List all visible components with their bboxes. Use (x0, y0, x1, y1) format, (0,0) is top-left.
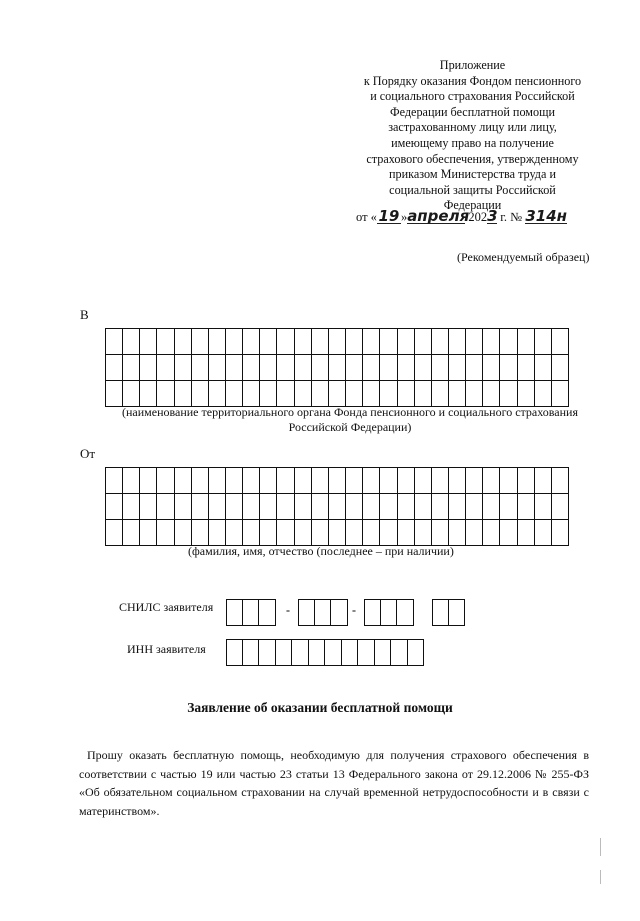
letter-cell[interactable] (483, 381, 500, 407)
letter-cell[interactable] (466, 381, 483, 407)
letter-cell[interactable] (535, 329, 552, 355)
letter-cell[interactable] (449, 329, 466, 355)
statement-text: Прошу оказать бесплатную помощь, необходимую для получения страхового обеспечения в соответствии с частью 19 или частью 23 статьи 13 Федерального закона от 29.12.2006 № 255-ФЗ «Об обязательном социальном страховании на случай временной нетрудоспособности и в связи с материнством». (79, 748, 589, 818)
letter-cell[interactable] (432, 520, 449, 546)
inn-boxes[interactable] (226, 639, 424, 666)
applicant-name-grid[interactable] (105, 467, 569, 546)
appendix-line: Федерации (443, 198, 502, 213)
letter-cell[interactable] (363, 468, 380, 494)
letter-cell[interactable] (415, 468, 432, 494)
letter-cell[interactable] (432, 329, 449, 355)
letter-cell[interactable] (106, 381, 123, 407)
letter-cell[interactable] (123, 381, 140, 407)
letter-cell[interactable] (226, 329, 243, 355)
inn-digit-box[interactable] (358, 639, 375, 666)
letter-cell[interactable] (466, 468, 483, 494)
letter-cell[interactable] (483, 520, 500, 546)
letter-cell[interactable] (157, 355, 174, 381)
letter-cell[interactable] (295, 355, 312, 381)
snils-digit-box[interactable] (331, 599, 348, 626)
letter-cell[interactable] (192, 355, 209, 381)
inn-digit-box[interactable] (259, 639, 276, 666)
letter-cell[interactable] (398, 468, 415, 494)
date-prefix: от « (356, 210, 377, 224)
letter-cell[interactable] (380, 520, 397, 546)
letter-cell[interactable] (140, 355, 157, 381)
letter-cell[interactable] (500, 520, 517, 546)
letter-cell[interactable] (432, 494, 449, 520)
letter-cell[interactable] (175, 520, 192, 546)
letter-cell[interactable] (277, 494, 294, 520)
letter-cell[interactable] (175, 494, 192, 520)
letter-cell[interactable] (192, 494, 209, 520)
letter-cell[interactable] (329, 381, 346, 407)
letter-cell[interactable] (449, 494, 466, 520)
letter-cell[interactable] (106, 494, 123, 520)
letter-cell[interactable] (500, 468, 517, 494)
letter-cell[interactable] (123, 494, 140, 520)
letter-cell[interactable] (398, 381, 415, 407)
letter-cell[interactable] (500, 381, 517, 407)
organ-name-grid[interactable] (105, 328, 569, 407)
letter-cell[interactable] (226, 381, 243, 407)
letter-cell[interactable] (260, 381, 277, 407)
letter-cell[interactable] (312, 329, 329, 355)
letter-cell[interactable] (192, 329, 209, 355)
appendix-line: приказом Министерства труда и (389, 167, 556, 182)
letter-cell[interactable] (535, 494, 552, 520)
letter-cell[interactable] (483, 329, 500, 355)
letter-cell[interactable] (157, 520, 174, 546)
letter-cell[interactable] (363, 381, 380, 407)
scan-artifact (600, 838, 601, 856)
letter-cell[interactable] (380, 468, 397, 494)
letter-cell[interactable] (535, 520, 552, 546)
letter-cell[interactable] (518, 494, 535, 520)
letter-cell[interactable] (260, 494, 277, 520)
letter-cell[interactable] (380, 329, 397, 355)
recommended-sample-note: (Рекомендуемый образец) (457, 250, 590, 264)
letter-cell[interactable] (432, 381, 449, 407)
letter-cell[interactable] (483, 494, 500, 520)
letter-cell[interactable] (312, 494, 329, 520)
letter-cell[interactable] (175, 468, 192, 494)
statement-body (79, 746, 589, 820)
snils-digit-box[interactable] (315, 599, 332, 626)
letter-cell[interactable] (192, 381, 209, 407)
letter-cell[interactable] (415, 494, 432, 520)
applicant-name-caption: (фамилия, имя, отчество (последнее – при наличии) (188, 544, 454, 558)
inn-digit-box[interactable] (375, 639, 392, 666)
letter-cell[interactable] (123, 468, 140, 494)
letter-cell[interactable] (226, 468, 243, 494)
snils-separator: - (352, 603, 356, 617)
letter-cell[interactable] (312, 520, 329, 546)
letter-cell[interactable] (518, 355, 535, 381)
letter-cell[interactable] (552, 468, 569, 494)
order-date-line (356, 209, 596, 225)
letter-cell[interactable] (295, 468, 312, 494)
inn-digit-box[interactable] (309, 639, 326, 666)
letter-cell[interactable] (175, 329, 192, 355)
letter-cell[interactable] (226, 355, 243, 381)
letter-cell[interactable] (123, 520, 140, 546)
letter-cell[interactable] (243, 520, 260, 546)
letter-cell[interactable] (346, 520, 363, 546)
letter-cell[interactable] (346, 468, 363, 494)
letter-cell[interactable] (398, 329, 415, 355)
appendix-line: социальной защиты Российской (389, 182, 556, 197)
inn-digit-box[interactable] (408, 639, 425, 666)
letter-cell[interactable] (518, 329, 535, 355)
appendix-header (330, 58, 615, 214)
letter-cell[interactable] (260, 355, 277, 381)
letter-cell[interactable] (260, 520, 277, 546)
letter-cell[interactable] (277, 329, 294, 355)
letter-cell[interactable] (329, 329, 346, 355)
letter-cell[interactable] (209, 520, 226, 546)
order-year-digit: 3 (487, 207, 498, 225)
snils-digit-box[interactable] (432, 599, 449, 626)
letter-cell[interactable] (295, 520, 312, 546)
letter-cell[interactable] (243, 355, 260, 381)
to-label: В (80, 307, 89, 322)
letter-cell[interactable] (466, 520, 483, 546)
inn-digit-box[interactable] (226, 639, 243, 666)
appendix-line: имеющему право на получение (391, 135, 554, 150)
letter-cell[interactable] (483, 468, 500, 494)
letter-cell[interactable] (106, 468, 123, 494)
letter-cell[interactable] (192, 520, 209, 546)
letter-cell[interactable] (209, 381, 226, 407)
snils-digit-box[interactable] (243, 599, 260, 626)
order-month: апреля (407, 207, 470, 225)
letter-cell[interactable] (500, 494, 517, 520)
letter-cell[interactable] (157, 494, 174, 520)
letter-cell[interactable] (346, 381, 363, 407)
letter-cell[interactable] (260, 468, 277, 494)
letter-cell[interactable] (449, 520, 466, 546)
inn-digit-box[interactable] (325, 639, 342, 666)
statement-title: Заявление об оказании бесплатной помощи (187, 700, 453, 715)
letter-cell[interactable] (209, 329, 226, 355)
letter-cell[interactable] (277, 381, 294, 407)
snils-digit-box[interactable] (397, 599, 414, 626)
letter-cell[interactable] (243, 494, 260, 520)
letter-cell[interactable] (243, 329, 260, 355)
snils-checksum[interactable] (432, 599, 465, 626)
snils-group-3[interactable] (364, 599, 414, 626)
letter-cell[interactable] (243, 381, 260, 407)
snils-label: СНИЛС заявителя (119, 600, 214, 614)
snils-separator: - (286, 603, 290, 617)
appendix-line: к Порядку оказания Фондом пенсионного (363, 73, 582, 88)
date-mid: » (400, 210, 408, 224)
appendix-line: Приложение (439, 58, 506, 72)
letter-cell[interactable] (398, 520, 415, 546)
letter-cell[interactable] (363, 355, 380, 381)
letter-cell[interactable] (140, 494, 157, 520)
organ-caption-line2: Российской Федерации) (288, 420, 412, 434)
letter-cell[interactable] (415, 520, 432, 546)
letter-cell[interactable] (535, 468, 552, 494)
inn-digit-box[interactable] (342, 639, 359, 666)
letter-cell[interactable] (329, 355, 346, 381)
inn-digit-box[interactable] (391, 639, 408, 666)
letter-cell[interactable] (415, 355, 432, 381)
letter-cell[interactable] (295, 494, 312, 520)
letter-cell[interactable] (398, 494, 415, 520)
appendix-line: страхового обеспечения, утвержденному (366, 151, 579, 166)
letter-cell[interactable] (123, 355, 140, 381)
letter-cell[interactable] (415, 381, 432, 407)
snils-group-1[interactable] (226, 599, 276, 626)
letter-cell[interactable] (535, 381, 552, 407)
letter-cell[interactable] (312, 381, 329, 407)
letter-cell[interactable] (123, 329, 140, 355)
order-number: 314н (525, 207, 568, 225)
letter-cell[interactable] (209, 355, 226, 381)
letter-cell[interactable] (226, 520, 243, 546)
appendix-line: Федерации бесплатной помощи (389, 104, 556, 119)
inn-digit-box[interactable] (292, 639, 309, 666)
letter-cell[interactable] (106, 329, 123, 355)
letter-cell[interactable] (552, 355, 569, 381)
letter-cell[interactable] (157, 381, 174, 407)
letter-cell[interactable] (535, 355, 552, 381)
letter-cell[interactable] (106, 355, 123, 381)
letter-cell[interactable] (192, 468, 209, 494)
organ-caption-line1: (наименование территориального органа Фонда пенсионного и социального страхования (122, 405, 578, 419)
letter-cell[interactable] (552, 329, 569, 355)
letter-cell[interactable] (500, 355, 517, 381)
letter-cell[interactable] (518, 520, 535, 546)
letter-cell[interactable] (175, 381, 192, 407)
letter-cell[interactable] (312, 355, 329, 381)
letter-cell[interactable] (466, 355, 483, 381)
letter-cell[interactable] (295, 329, 312, 355)
letter-cell[interactable] (363, 329, 380, 355)
snils-group-2[interactable] (298, 599, 348, 626)
appendix-line: и социального страхования Российской (370, 89, 575, 104)
letter-cell[interactable] (175, 355, 192, 381)
snils-digit-box[interactable] (226, 599, 243, 626)
letter-cell[interactable] (140, 520, 157, 546)
letter-cell[interactable] (329, 468, 346, 494)
inn-digit-box[interactable] (276, 639, 293, 666)
letter-cell[interactable] (415, 329, 432, 355)
letter-cell[interactable] (329, 494, 346, 520)
letter-cell[interactable] (552, 520, 569, 546)
letter-cell[interactable] (466, 494, 483, 520)
letter-cell[interactable] (277, 520, 294, 546)
letter-cell[interactable] (552, 381, 569, 407)
snils-digit-box[interactable] (381, 599, 398, 626)
letter-cell[interactable] (140, 329, 157, 355)
letter-cell[interactable] (466, 329, 483, 355)
letter-cell[interactable] (380, 381, 397, 407)
letter-cell[interactable] (449, 468, 466, 494)
letter-cell[interactable] (432, 468, 449, 494)
letter-cell[interactable] (260, 329, 277, 355)
snils-digit-box[interactable] (364, 599, 381, 626)
letter-cell[interactable] (432, 355, 449, 381)
letter-cell[interactable] (449, 381, 466, 407)
letter-cell[interactable] (295, 381, 312, 407)
letter-cell[interactable] (363, 520, 380, 546)
snils-digit-box[interactable] (449, 599, 466, 626)
inn-label: ИНН заявителя (127, 642, 206, 656)
letter-cell[interactable] (518, 381, 535, 407)
letter-cell[interactable] (209, 494, 226, 520)
letter-cell[interactable] (346, 329, 363, 355)
letter-cell[interactable] (243, 468, 260, 494)
year-prefix: 202 (468, 210, 488, 224)
order-day: 19 (378, 207, 400, 225)
snils-digit-box[interactable] (298, 599, 315, 626)
letter-cell[interactable] (363, 494, 380, 520)
from-label: От (80, 446, 96, 461)
letter-cell[interactable] (346, 494, 363, 520)
snils-digit-box[interactable] (259, 599, 276, 626)
year-suffix: г. № (497, 210, 523, 224)
letter-cell[interactable] (380, 355, 397, 381)
letter-cell[interactable] (380, 494, 397, 520)
letter-cell[interactable] (277, 468, 294, 494)
letter-cell[interactable] (398, 355, 415, 381)
letter-cell[interactable] (226, 494, 243, 520)
scan-artifact (600, 870, 601, 884)
letter-cell[interactable] (312, 468, 329, 494)
letter-cell[interactable] (449, 355, 466, 381)
letter-cell[interactable] (157, 329, 174, 355)
letter-cell[interactable] (209, 468, 226, 494)
letter-cell[interactable] (552, 494, 569, 520)
organ-name-caption (80, 405, 620, 435)
appendix-line: застрахованному лицу или лицу, (388, 120, 557, 135)
letter-cell[interactable] (483, 355, 500, 381)
letter-cell[interactable] (346, 355, 363, 381)
letter-cell[interactable] (500, 329, 517, 355)
letter-cell[interactable] (140, 468, 157, 494)
letter-cell[interactable] (157, 468, 174, 494)
letter-cell[interactable] (106, 520, 123, 546)
letter-cell[interactable] (140, 381, 157, 407)
inn-digit-box[interactable] (243, 639, 260, 666)
letter-cell[interactable] (329, 520, 346, 546)
letter-cell[interactable] (277, 355, 294, 381)
letter-cell[interactable] (518, 468, 535, 494)
